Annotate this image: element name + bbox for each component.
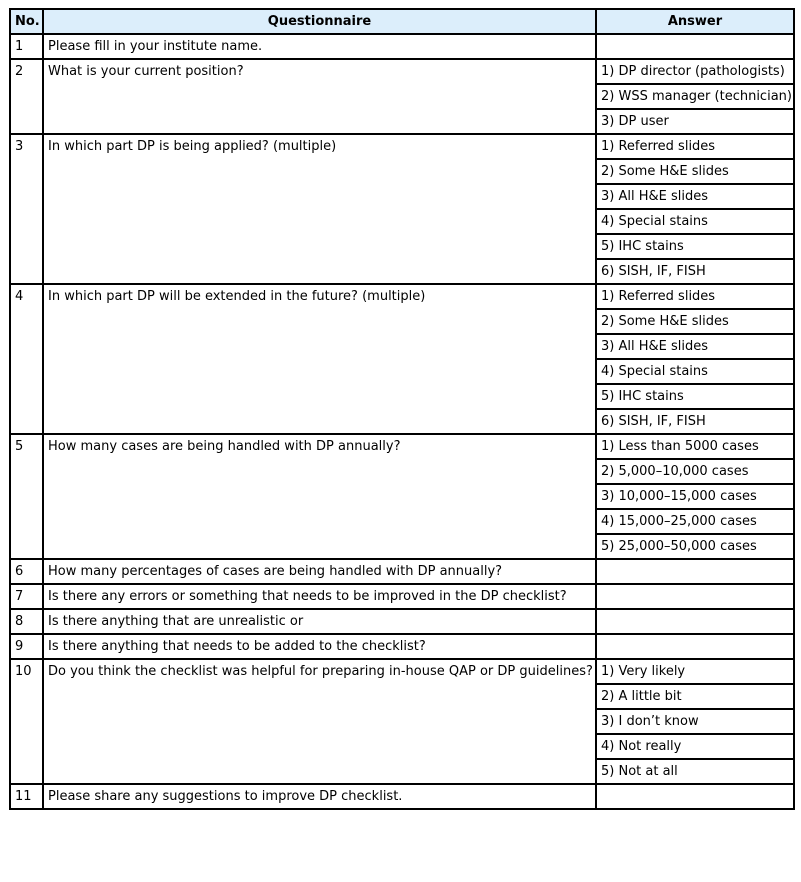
answer-option: 2) 5,000–10,000 cases	[596, 459, 794, 484]
question-text: Is there anything that are unrealistic or	[43, 609, 596, 634]
answer-blank	[596, 634, 794, 659]
question-text: How many percentages of cases are being handled with DP annually?	[43, 559, 596, 584]
table-row	[10, 784, 794, 809]
table-row	[10, 34, 794, 59]
answer-option: 3) DP user	[596, 109, 794, 134]
table-row	[10, 559, 794, 584]
question-text: Do you think the checklist was helpful for preparing in-house QAP or DP guidelines?	[43, 659, 596, 784]
answer-option: 3) All H&E slides	[596, 334, 794, 359]
row-number: 3	[10, 134, 43, 284]
answer-option: 1) Very likely	[596, 659, 794, 684]
answer-option: 2) A little bit	[596, 684, 794, 709]
questionnaire-table	[9, 8, 795, 810]
answer-option: 5) IHC stains	[596, 384, 794, 409]
answer-option: 6) SISH, IF, FISH	[596, 259, 794, 284]
answer-option: 1) Referred slides	[596, 134, 794, 159]
answer-blank	[596, 559, 794, 584]
header-row	[10, 9, 794, 34]
header-no: No.	[10, 9, 43, 34]
question-text: Please share any suggestions to improve DP checklist.	[43, 784, 596, 809]
question-text: How many cases are being handled with DP annually?	[43, 434, 596, 559]
answer-option: 4) Special stains	[596, 359, 794, 384]
question-text: Please fill in your institute name.	[43, 34, 596, 59]
answer-option: 2) WSS manager (technician)	[596, 84, 794, 109]
table-row	[10, 634, 794, 659]
question-text: In which part DP will be extended in the future? (multiple)	[43, 284, 596, 434]
answer-option: 2) Some H&E slides	[596, 309, 794, 334]
table-row	[10, 659, 794, 684]
answer-blank	[596, 609, 794, 634]
table-row	[10, 609, 794, 634]
answer-option: 4) Not really	[596, 734, 794, 759]
row-number: 5	[10, 434, 43, 559]
answer-option: 1) Less than 5000 cases	[596, 434, 794, 459]
answer-option: 5) 25,000–50,000 cases	[596, 534, 794, 559]
question-text: What is your current position?	[43, 59, 596, 134]
row-number: 2	[10, 59, 43, 134]
answer-option: 5) IHC stains	[596, 234, 794, 259]
table-row	[10, 584, 794, 609]
table-row	[10, 59, 794, 84]
row-number: 11	[10, 784, 43, 809]
header-answer: Answer	[596, 9, 794, 34]
header-questionnaire: Questionnaire	[43, 9, 596, 34]
answer-option: 4) Special stains	[596, 209, 794, 234]
answer-option: 1) DP director (pathologists)	[596, 59, 794, 84]
table-body	[10, 34, 794, 809]
answer-option: 3) All H&E slides	[596, 184, 794, 209]
answer-option: 3) I don’t know	[596, 709, 794, 734]
answer-option: 3) 10,000–15,000 cases	[596, 484, 794, 509]
answer-option: 5) Not at all	[596, 759, 794, 784]
row-number: 7	[10, 584, 43, 609]
row-number: 8	[10, 609, 43, 634]
row-number: 1	[10, 34, 43, 59]
answer-blank	[596, 34, 794, 59]
answer-option: 2) Some H&E slides	[596, 159, 794, 184]
question-text: Is there anything that needs to be added to the checklist?	[43, 634, 596, 659]
answer-option: 6) SISH, IF, FISH	[596, 409, 794, 434]
answer-option: 1) Referred slides	[596, 284, 794, 309]
row-number: 4	[10, 284, 43, 434]
question-text: In which part DP is being applied? (multiple)	[43, 134, 596, 284]
answer-blank	[596, 584, 794, 609]
row-number: 10	[10, 659, 43, 784]
answer-option: 4) 15,000–25,000 cases	[596, 509, 794, 534]
question-text: Is there any errors or something that needs to be improved in the DP checklist?	[43, 584, 596, 609]
table-row	[10, 434, 794, 459]
table-row	[10, 284, 794, 309]
row-number: 9	[10, 634, 43, 659]
row-number: 6	[10, 559, 43, 584]
table-row	[10, 134, 794, 159]
answer-blank	[596, 784, 794, 809]
